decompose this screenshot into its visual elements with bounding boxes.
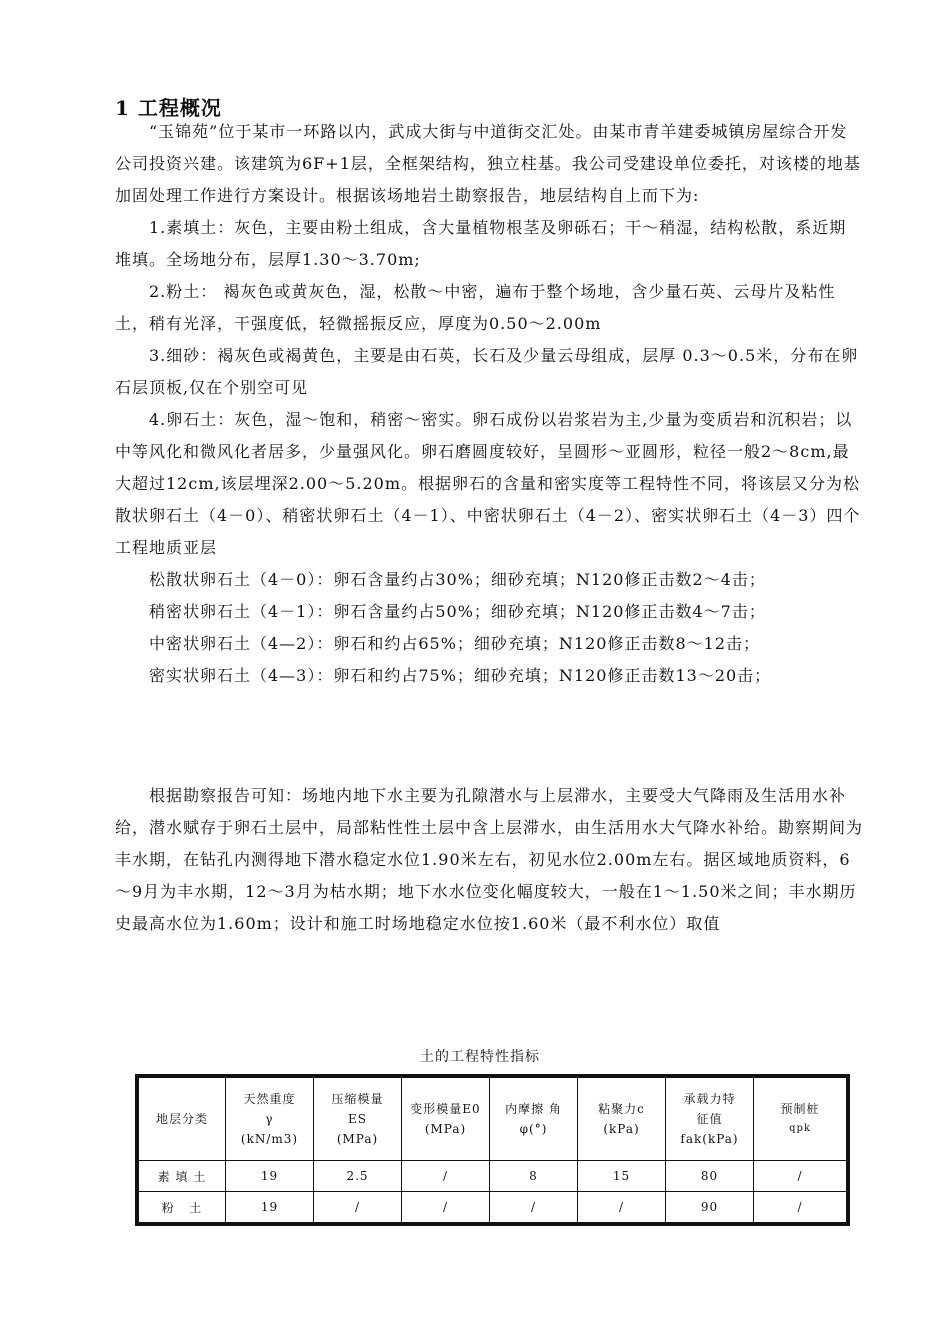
table-cell: 90 <box>666 1192 754 1223</box>
layer2-paragraph: 2.粉土： 褐灰色或黄灰色，湿，松散～中密，遍布于整个场地，含少量石英、云母片及粘性土，稍有光泽，干强度低，轻微摇振反应，厚度为0.50～2.00m <box>115 282 836 333</box>
groundwater-paragraph: 根据勘察报告可知：场地内地下水主要为孔隙潜水与上层滞水，主要受大气降雨及生活用水补给，潜水赋存于卵石土层中，局部粘性性土层中含上层滞水，由生活用水大气降水补给。勘察期间为丰水期，在钻孔内测得地下潜水稳定水位1.90米左右，初见水位2.00m左右。据区域地质资料，6～9月为丰水期，12～3月为枯水期；地下水水位变化幅度较大，一般在1～1.50米之间；丰水期历史最高水位为1.60m；设计和施工时场地稳定水位按1.60米（最不利水位）取值 <box>115 786 864 933</box>
header-friction-angle: 内摩擦 角 φ(°) <box>490 1078 578 1161</box>
table-row <box>139 1161 847 1192</box>
table-cell: / <box>754 1192 847 1223</box>
table-cell: 19 <box>226 1192 314 1223</box>
section-heading: 1 工程概况 <box>115 96 222 120</box>
header-precast-pile: 预制桩 qpk <box>754 1078 847 1161</box>
sublayer-item: 稍密状卵石土（4－1）：卵石含量约占50%；细砂充填；N120修正击数4～7击； <box>149 602 766 621</box>
header-bearing-capacity: 承载力特 征值 fak(kPa) <box>666 1078 754 1161</box>
table-cell: / <box>754 1161 847 1192</box>
table-cell: 素 填 土 <box>139 1161 226 1192</box>
overview-text <box>115 116 863 692</box>
table-cell: / <box>402 1161 490 1192</box>
sublayer-list <box>115 564 863 692</box>
table-cell: / <box>490 1192 578 1223</box>
header-deformation-modulus: 变形模量E0 (MPa) <box>402 1078 490 1161</box>
sublayer-item: 松散状卵石土（4－0）：卵石含量约占30%；细砂充填；N120修正击数2～4击； <box>149 570 766 589</box>
table-caption: 土的工程特性指标 <box>420 1049 540 1065</box>
table-cell: 19 <box>226 1161 314 1192</box>
sublayer-item: 中密状卵石土（4—2）：卵石和约占65%；细砂充填；N120修正击数8～12击； <box>149 634 761 653</box>
table-cell: / <box>314 1192 402 1223</box>
layer1-paragraph: 1.素填土：灰色，主要由粉土组成，含大量植物根茎及卵砾石；干～稍湿，结构松散，系近期堆填。全场地分布，层厚1.30～3.70m; <box>115 218 847 269</box>
table-cell: 粉 土 <box>139 1192 226 1223</box>
layer4-paragraph: 4.卵石土：灰色，湿～饱和，稍密～密实。卵石成份以岩浆岩为主,少量为变质岩和沉积岩；以中等风化和微风化者居多，少量强风化。卵石磨圆度较好，呈圆形～亚圆形，粒径一般2～8cm,最大超过12cm,该层埋深2.00～5.20m。根据卵石的含量和密实度等工程特性不同，将该层又分为松散状卵石土（4－0）、稍密状卵石土（4－1）、中密状卵石土（4－2）、密实状卵石土（4－3）四个工程地质亚层 <box>115 410 861 557</box>
sublayer-item: 密实状卵石土（4—3）：卵石和约占75%；细砂充填；N120修正击数13～20击； <box>149 666 772 685</box>
intro-paragraph: “玉锦苑”位于某市一环路以内，武成大街与中道街交汇处。由某市青羊建委城镇房屋综合开发公司投资兴建。该建筑为6F+1层，全框架结构，独立柱基。我公司受建设单位委托，对该楼的地基加固处理工作进行方案设计。根据该场地岩土勘察报告，地层结构自上而下为: <box>115 122 861 205</box>
layer3-paragraph: 3.细砂：褐灰色或褐黄色，主要是由石英，长石及少量云母组成，层厚 0.3～0.5米，分布在卵石层顶板,仅在个别空可见 <box>115 346 859 397</box>
table-cell: / <box>402 1192 490 1223</box>
soil-properties-table <box>135 1074 850 1226</box>
table-cell: 15 <box>578 1161 666 1192</box>
table-cell: / <box>578 1192 666 1223</box>
header-cohesion: 粘聚力c (kPa) <box>578 1078 666 1161</box>
table-cell: 8 <box>490 1161 578 1192</box>
table-row <box>139 1192 847 1223</box>
header-compression-modulus: 压缩模量 ES (MPa) <box>314 1078 402 1161</box>
table-cell: 2.5 <box>314 1161 402 1192</box>
table-cell: 80 <box>666 1161 754 1192</box>
header-unit-weight: 天然重度 γ (kN/m3) <box>226 1078 314 1161</box>
table-header-row <box>139 1078 847 1161</box>
groundwater-text <box>115 780 863 940</box>
header-layer-class: 地层分类 <box>139 1078 226 1161</box>
